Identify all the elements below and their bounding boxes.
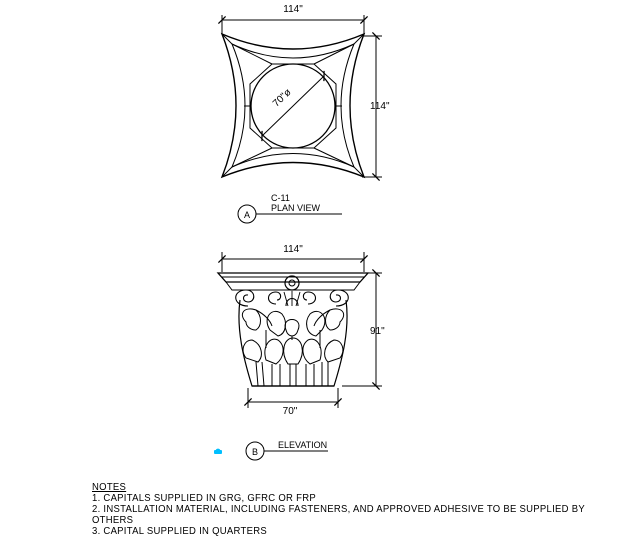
elev-upper-leaves	[242, 309, 343, 336]
elev-stems	[256, 330, 328, 386]
elev-top-dimension-label: 114"	[283, 244, 303, 255]
plan-bubble-label: A	[243, 210, 251, 220]
note-item: 2. INSTALLATION MATERIAL, INCLUDING FASTENERS, AND APPROVED ADHESIVE TO BE SUPPLIED BY OTHERS	[92, 504, 585, 526]
elev-rosette	[285, 276, 299, 290]
elev-bell	[239, 300, 347, 386]
elev-bubble-label: B	[251, 447, 259, 457]
elev-lower-leaves	[243, 338, 343, 364]
plan-top-dimension-label: 114"	[283, 4, 303, 15]
elev-base-dimension-label: 70"	[282, 406, 298, 417]
plan-diameter-line	[262, 76, 324, 136]
plan-view-title: PLAN VIEW	[271, 203, 321, 213]
cyan-marker-icon	[214, 449, 222, 454]
plan-diameter-label: 70"ø	[270, 87, 294, 110]
notes-heading: NOTES	[92, 482, 127, 493]
plan-right-dimension-label: 114"	[370, 101, 390, 112]
note-item: 3. CAPITAL SUPPLIED IN QUARTERS	[92, 526, 267, 537]
elevation-view	[218, 252, 382, 408]
elev-height-dimension-label: 91"	[370, 326, 385, 337]
elev-volutes	[236, 290, 349, 306]
elev-view-title: ELEVATION	[278, 440, 328, 450]
notes-block	[92, 482, 606, 537]
plan-view	[222, 15, 382, 177]
note-item: 1. CAPITALS SUPPLIED IN GRG, GFRC OR FRP	[92, 493, 316, 504]
plan-detail-id: C-11	[271, 193, 290, 203]
